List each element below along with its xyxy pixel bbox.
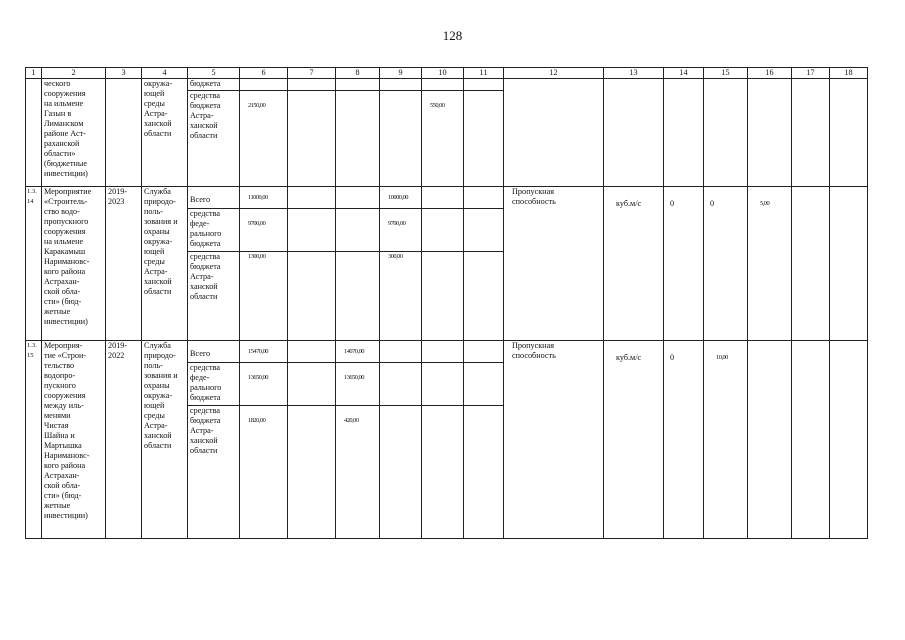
row-code: 1.3.15: [26, 341, 42, 539]
unit: куб.м/с: [604, 341, 664, 539]
source-label: бюджета: [188, 79, 240, 91]
col-header: 18: [830, 68, 868, 79]
indicator: Пропускная способность: [504, 187, 604, 341]
value-cell: 10,00: [704, 341, 748, 539]
col-header: 4: [142, 68, 188, 79]
source-label: средства феде- рального бюджета: [188, 209, 240, 252]
period: 2019- 2022: [106, 341, 142, 539]
column-number-row: [26, 68, 868, 79]
unit: куб.м/с: [604, 187, 664, 341]
value-cell: 15470,00: [240, 341, 288, 363]
continued-executor: окружа- ющей среды Астра- ханской области: [142, 79, 188, 187]
source-label: Всего: [188, 341, 240, 363]
col-header: 12: [504, 68, 604, 79]
continued-row: [26, 79, 868, 91]
row-code: 1.3.14: [26, 187, 42, 341]
value-cell: 11000,00: [240, 187, 288, 209]
value-cell: 1820,00: [240, 406, 288, 539]
value-cell: 1300,00: [240, 252, 288, 341]
col-header: 17: [792, 68, 830, 79]
executor: Служба природо- поль- зования и охраны окружа- ющей среды Астра- ханской области: [142, 341, 188, 539]
table-row: [26, 187, 868, 209]
value-cell: 0: [664, 341, 704, 539]
value-cell: 13650,00: [336, 363, 380, 406]
indicator: Пропускная способность: [504, 341, 604, 539]
period: 2019- 2023: [106, 187, 142, 341]
col-header: 1: [26, 68, 42, 79]
col-header: 2: [42, 68, 106, 79]
col-header: 8: [336, 68, 380, 79]
col-header: 9: [380, 68, 422, 79]
program-table: [25, 67, 868, 539]
col-header: 14: [664, 68, 704, 79]
value-cell: 550,00: [422, 91, 464, 187]
col-header: 16: [748, 68, 792, 79]
value-cell: 9700,00: [380, 209, 422, 252]
table-row: [26, 341, 868, 363]
value-cell: 9700,00: [240, 209, 288, 252]
value-cell: 300,00: [380, 252, 422, 341]
continued-name: ческого сооружения на ильмене Газын в Лиманском районе Аст- раханской области» (бюджетные инвестиции): [42, 79, 106, 187]
value-cell: 14070,00: [336, 341, 380, 363]
value-cell: 0: [664, 187, 704, 341]
value-cell: 10000,00: [380, 187, 422, 209]
source-label: средства бюджета Астра- ханской области: [188, 406, 240, 539]
col-header: 11: [464, 68, 504, 79]
source-label: средства бюджета Астра- ханской области: [188, 91, 240, 187]
col-header: 6: [240, 68, 288, 79]
measure-name: Мероприя- тие «Строи- тельство водопро- пускного сооружения между иль- менями Чистая Шайна и Мартышка Наримановс- кого района Астрахан- ской обла- сти» (бюд- жетные инвестиции): [42, 341, 106, 539]
source-label: средства феде- рального бюджета: [188, 363, 240, 406]
executor: Служба природо- поль- зования и охраны окружа- ющей среды Астра- ханской области: [142, 187, 188, 341]
source-label: Всего: [188, 187, 240, 209]
col-header: 7: [288, 68, 336, 79]
source-label: средства бюджета Астра- ханской области: [188, 252, 240, 341]
col-header: 15: [704, 68, 748, 79]
col-header: 13: [604, 68, 664, 79]
col-header: 10: [422, 68, 464, 79]
measure-name: Мероприятие «Строитель- ство водо- пропускного сооружения на ильмене Каракамыш Наримановс- кого района Астрахан- ской обла- сти» (бюд- жетные инвестиции): [42, 187, 106, 341]
value-cell: 0: [704, 187, 748, 341]
col-header: 5: [188, 68, 240, 79]
value-cell: 420,00: [336, 406, 380, 539]
col-header: 3: [106, 68, 142, 79]
page-number: 128: [442, 28, 463, 43]
value-cell: 13650,00: [240, 363, 288, 406]
value-cell: 5,00: [748, 187, 792, 341]
value-cell: 2150,00: [240, 91, 288, 187]
